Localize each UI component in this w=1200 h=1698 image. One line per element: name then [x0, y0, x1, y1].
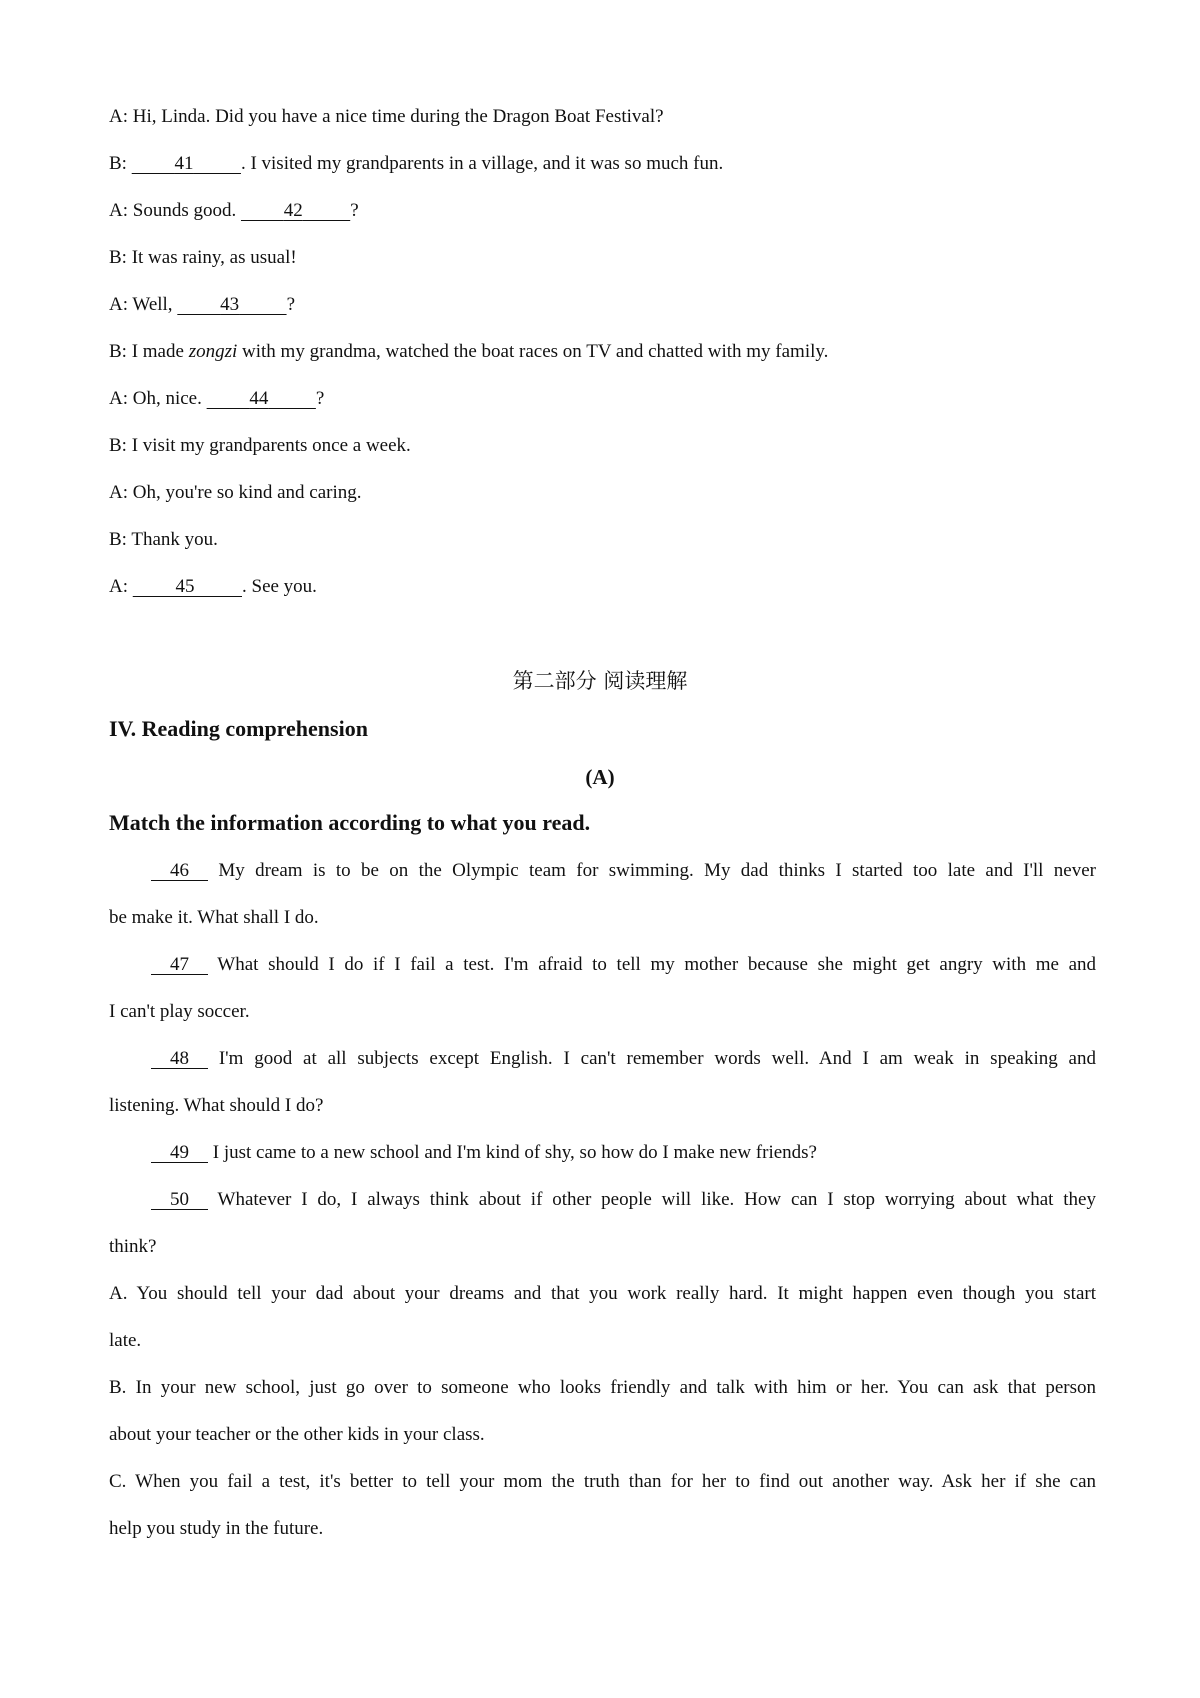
- dialogue-line-7: A: Oh, nice. 44 ?: [109, 388, 325, 409]
- dialogue-line-3: A: Sounds good. 42 ?: [109, 200, 359, 221]
- blank-42[interactable]: 42: [283, 200, 303, 221]
- dialogue-line-5: A: Well, 43 ?: [109, 294, 295, 315]
- section-title-cn: 第二部分 阅读理解: [512, 669, 688, 693]
- dialogue-line-1: [109, 105, 1096, 129]
- dialogue-line-9: [109, 481, 1096, 505]
- question-50: [151, 1188, 1096, 1212]
- option-b-cont: about your teacher or the other kids in your class.: [109, 1424, 485, 1445]
- question-48-cont: listening. What should I do?: [109, 1095, 324, 1116]
- blank-44[interactable]: 44: [249, 388, 269, 409]
- question-48: [151, 1047, 1096, 1071]
- answer-blank-47[interactable]: 47: [170, 954, 189, 975]
- dialogue-text: It was rainy, as usual!: [126, 247, 297, 268]
- section-heading: IV. Reading comprehension: [109, 716, 368, 741]
- blank-43[interactable]: 43: [220, 294, 240, 315]
- dialogue-line-10: [109, 528, 1096, 552]
- dialogue-line-2: [109, 152, 1096, 176]
- speaker: A:: [109, 388, 128, 409]
- speaker: B:: [109, 435, 127, 456]
- dialogue-text: Sounds good.: [128, 200, 241, 221]
- question-text: Whatever I do, I always think about if other people will like. How can I stop worrying about what they: [208, 1189, 1096, 1210]
- dialogue-line-11: [109, 575, 1096, 599]
- answer-blank-46[interactable]: 46: [170, 860, 189, 881]
- answer-blank-48[interactable]: 48: [170, 1048, 189, 1069]
- speaker: A:: [109, 200, 128, 221]
- speaker: B:: [109, 247, 127, 268]
- dialogue-line-8: [109, 434, 1096, 458]
- dialogue-text: . See you.: [242, 576, 317, 597]
- blank-41[interactable]: 41: [174, 153, 194, 174]
- question-text: I just came to a new school and I'm kind of shy, so how do I make new friends?: [208, 1142, 817, 1163]
- dialogue-text: Oh, nice.: [128, 388, 207, 409]
- answer-blank-49[interactable]: 49: [170, 1142, 189, 1163]
- option-c: C. When you fail a test, it's better to tell your mom the truth than for her to find out another way. Ask her if she can: [109, 1471, 1096, 1492]
- option-a: A. You should tell your dad about your dreams and that you work really hard. It might happen even though you start: [109, 1283, 1096, 1304]
- question-text: What should I do if I fail a test. I'm afraid to tell my mother because she might get angry with me and: [208, 954, 1096, 975]
- speaker: B:: [109, 153, 127, 174]
- option-b: B. In your new school, just go over to someone who looks friendly and talk with him or her. You can ask that person: [109, 1377, 1096, 1398]
- dialogue-text: Thank you.: [126, 529, 218, 550]
- dialogue-text: I made: [126, 341, 189, 362]
- italic-word: zongzi: [188, 341, 238, 362]
- question-46-cont: be make it. What shall I do.: [109, 907, 319, 928]
- speaker: B:: [109, 341, 127, 362]
- speaker: A:: [109, 106, 128, 127]
- speaker: A:: [109, 482, 128, 503]
- dialogue-text: Well,: [128, 294, 178, 315]
- question-50-cont: think?: [109, 1236, 157, 1257]
- speaker: A:: [109, 576, 128, 597]
- part-label: (A): [585, 765, 615, 789]
- dialogue-text: I visit my grandparents once a week.: [126, 435, 411, 456]
- blank-45[interactable]: 45: [175, 576, 195, 597]
- question-47: [151, 953, 1096, 977]
- question-text: My dream is to be on the Olympic team for swimming. My dad thinks I started too late and I'll never: [208, 860, 1096, 881]
- speaker: A:: [109, 294, 128, 315]
- option-c-cont: help you study in the future.: [109, 1518, 324, 1539]
- dialogue-text: Oh, you're so kind and caring.: [128, 482, 362, 503]
- answer-blank-50[interactable]: 50: [170, 1189, 189, 1210]
- question-47-cont: I can't play soccer.: [109, 1001, 250, 1022]
- dialogue-line-6: B: I made zongzi with my grandma, watched the boat races on TV and chatted with my family.: [109, 341, 829, 362]
- question-text: I'm good at all subjects except English. I can't remember words well. And I am weak in speaking and: [208, 1048, 1096, 1069]
- option-a-cont: late.: [109, 1330, 142, 1351]
- dialogue-text: Hi, Linda. Did you have a nice time during the Dragon Boat Festival?: [128, 106, 664, 127]
- question-49: [151, 1141, 1096, 1165]
- instruction-heading: Match the information according to what you read.: [109, 810, 591, 835]
- dialogue-line-4: [109, 246, 1096, 270]
- speaker: B:: [109, 529, 127, 550]
- dialogue-text: . I visited my grandparents in a village, and it was so much fun.: [240, 153, 724, 174]
- question-46: [151, 859, 1096, 883]
